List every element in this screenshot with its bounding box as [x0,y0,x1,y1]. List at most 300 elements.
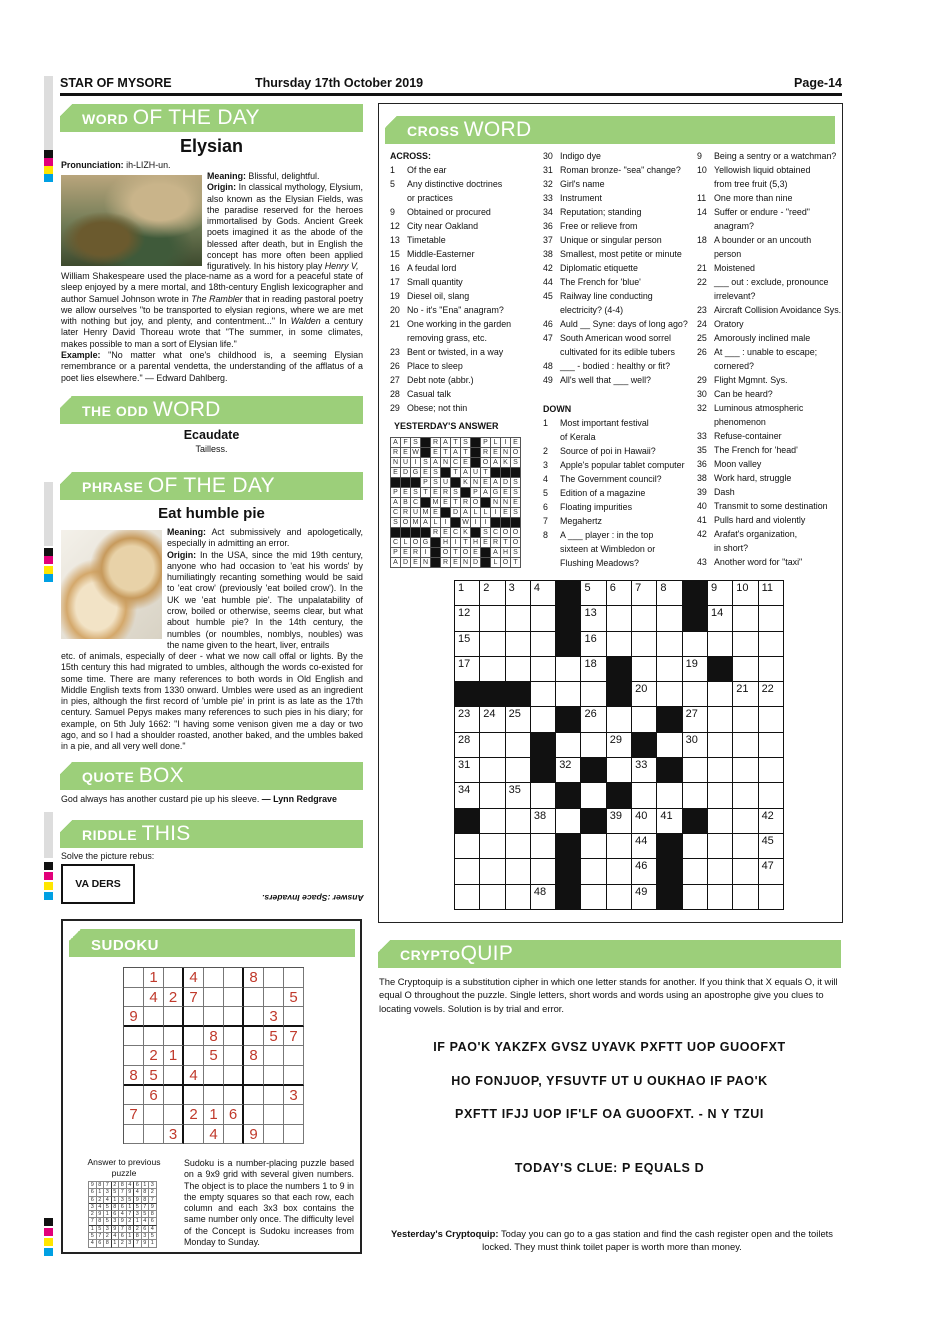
sudoku-cell[interactable] [284,968,304,988]
answer-cell: I [451,538,461,548]
crossword-cell[interactable] [480,859,505,884]
sudoku-cell[interactable] [224,968,244,988]
sudoku-cell[interactable] [264,1086,284,1106]
margin-strip [44,812,53,858]
odd-word: Ecaudate [183,428,240,442]
solution-cell: 3 [104,1189,112,1196]
answer-cell: P [391,488,401,498]
solution-cell: 8 [149,1211,157,1218]
crossword-cell[interactable] [506,606,531,631]
answer-cell: A [421,518,431,528]
crossword-cell[interactable] [556,657,581,682]
margin-strip [44,556,53,564]
crossword-cell[interactable]: 14 [708,606,733,631]
crossword-cell[interactable] [733,657,758,682]
crossword-cell[interactable]: 20 [632,682,657,707]
elysian-painting [61,175,202,266]
answer-cell: O [401,518,411,528]
solution-cell: 5 [104,1204,112,1211]
sudoku-cell[interactable] [204,1086,224,1106]
answer-cell: C [451,458,461,468]
answer-cell: R [401,508,411,518]
crossword-cell[interactable] [455,885,480,910]
crossword-cell[interactable]: 28 [455,733,480,758]
solution-cell: 4 [112,1233,120,1240]
sudoku-cell[interactable] [124,968,144,988]
answer-cell: T [511,558,521,568]
crossword-cell[interactable] [556,733,581,758]
crossword-cell[interactable] [759,632,784,657]
answer-cell: A [491,548,501,558]
crossword-cell[interactable]: 17 [455,657,480,682]
sudoku-cell[interactable] [244,1066,264,1086]
sudoku-cell: 9 [244,1125,264,1145]
sudoku-cell[interactable] [184,1027,204,1047]
crossword-cell[interactable]: 4 [531,581,556,606]
quote-banner: QUOTE BOX [60,762,363,790]
answer-cell: K [461,478,471,488]
crossword-cell[interactable] [683,682,708,707]
sudoku-cell[interactable] [124,1046,144,1066]
answer-cell: A [391,438,401,448]
crossword-cell[interactable] [506,859,531,884]
crossword-cell[interactable]: 24 [480,707,505,732]
sudoku-cell[interactable] [224,1046,244,1066]
crossword-cell[interactable] [759,758,784,783]
crossword-cell[interactable] [759,733,784,758]
answer-cell: N [471,478,481,488]
answer-cell: S [511,478,521,488]
across-title: ACROSS: [390,151,431,161]
crossword-cell[interactable] [455,859,480,884]
sudoku-cell[interactable] [144,1007,164,1027]
answer-cell: R [461,498,471,508]
crossword-cell[interactable] [506,809,531,834]
crossword-cell[interactable] [531,783,556,808]
sudoku-cell[interactable] [204,1007,224,1027]
answer-cell [461,488,471,498]
answer-cell: U [401,458,411,468]
solution-cell: 7 [89,1218,97,1225]
sudoku-cell[interactable] [164,1066,184,1086]
answer-cell: E [421,468,431,478]
crossword-cell[interactable] [480,783,505,808]
sudoku-cell[interactable] [264,1105,284,1125]
crossword-cell[interactable] [708,632,733,657]
answer-cell [401,478,411,488]
margin-strip [44,882,53,890]
sudoku-cell: 2 [184,1105,204,1125]
crossword-cell[interactable] [607,632,632,657]
crossword-cell[interactable]: 27 [683,707,708,732]
crossword-cell[interactable]: 48 [531,885,556,910]
todays-clue: TODAY'S CLUE: P EQUALS D [514,1161,705,1175]
crossword-cell[interactable] [556,809,581,834]
crossword-cell[interactable] [480,758,505,783]
crossword-cell[interactable] [708,682,733,707]
crossword-cell[interactable] [708,809,733,834]
answer-cell: C [411,498,421,508]
crossword-cell[interactable]: 9 [708,581,733,606]
answer-cell: O [511,538,521,548]
crossword-cell[interactable]: 30 [683,733,708,758]
crossword-cell[interactable]: 3 [506,581,531,606]
crossword-cell[interactable] [607,834,632,859]
crossword-cell[interactable] [581,733,606,758]
answer-cell: P [391,548,401,558]
crossword-cell[interactable] [607,859,632,884]
sudoku-cell: 3 [284,1086,304,1106]
answer-cell: E [391,468,401,478]
crossword-cell[interactable] [733,606,758,631]
sudoku-cell[interactable] [264,1125,284,1145]
solution-cell: 6 [149,1218,157,1225]
answer-cell: L [401,538,411,548]
crossword-cell[interactable] [581,885,606,910]
answer-cell [391,478,401,488]
sudoku-cell[interactable] [124,988,144,1008]
crossword-cell[interactable] [708,758,733,783]
crossword-cell[interactable] [708,783,733,808]
crossword-cell[interactable] [581,834,606,859]
crossword-cell[interactable] [683,783,708,808]
answer-cell: E [461,458,471,468]
solution-cell: 9 [112,1226,120,1233]
crossword-cell[interactable] [632,657,657,682]
crossword-cell[interactable]: 33 [632,758,657,783]
crossword-cell[interactable]: 49 [632,885,657,910]
crossword-cell[interactable] [531,859,556,884]
sudoku-cell[interactable] [224,1007,244,1027]
crossword-cell[interactable] [657,632,682,657]
answer-cell: T [461,538,471,548]
solution-cell: 2 [104,1233,112,1240]
sudoku-cell[interactable] [284,1007,304,1027]
crossword-cell[interactable] [607,758,632,783]
sudoku-cell: 5 [284,988,304,1008]
crossword-cell[interactable] [759,783,784,808]
crossword-cell[interactable] [733,632,758,657]
crossword-cell[interactable] [480,885,505,910]
crossword-cell[interactable] [657,733,682,758]
crossword-cell[interactable]: 10 [733,581,758,606]
crossword-cell[interactable]: 11 [759,581,784,606]
sudoku-cell[interactable] [244,1027,264,1047]
answer-cell [481,498,491,508]
sudoku-banner: SUDOKU [69,929,355,957]
crossword-cell[interactable]: 5 [581,581,606,606]
crossword-cell[interactable]: 34 [455,783,480,808]
page-header [60,76,842,92]
crossword-cell[interactable]: 46 [632,859,657,884]
crossword-cell[interactable]: 22 [759,682,784,707]
crossword-cell[interactable]: 18 [581,657,606,682]
crossword-cell[interactable] [581,859,606,884]
sudoku-cell[interactable] [164,1007,184,1027]
answer-cell: T [501,538,511,548]
sudoku-cell[interactable] [264,968,284,988]
sudoku-cell[interactable] [204,1066,224,1086]
crossword-cell[interactable] [506,885,531,910]
crossword-cell[interactable] [708,707,733,732]
answer-cell: E [411,558,421,568]
crossword-cell[interactable] [581,682,606,707]
crossword-cell[interactable] [506,758,531,783]
answer-cell: A [481,488,491,498]
crossword-cell[interactable]: 8 [657,581,682,606]
crossword-cell[interactable]: 15 [455,632,480,657]
margin-strip [44,1228,53,1236]
sudoku-cell[interactable] [244,1105,264,1125]
sudoku-cell[interactable] [284,1125,304,1145]
answer-cell [451,518,461,528]
sudoku-cell[interactable] [264,988,284,1008]
crossword-cell[interactable] [657,783,682,808]
crossword-cell[interactable]: 44 [632,834,657,859]
crossword-cell[interactable] [455,834,480,859]
sudoku-cell[interactable] [264,1046,284,1066]
solution-cell: 6 [119,1204,127,1211]
answer-cell [511,518,521,528]
sudoku-cell[interactable] [224,988,244,1008]
crossword-cell[interactable] [759,657,784,682]
sudoku-cell[interactable] [144,1105,164,1125]
yesterday-answer-title: YESTERDAY'S ANSWER [394,421,499,431]
crossword-cell[interactable]: 2 [480,581,505,606]
sudoku-cell[interactable] [144,1125,164,1145]
crossword-cell[interactable] [733,783,758,808]
crossword-cell[interactable]: 45 [759,834,784,859]
crossword-cell[interactable]: 26 [581,707,606,732]
sudoku-cell[interactable] [204,988,224,1008]
crossword-cell[interactable] [733,809,758,834]
answer-cell [401,528,411,538]
crossword-cell[interactable] [759,707,784,732]
sudoku-cell[interactable] [184,1007,204,1027]
crossword-cell[interactable] [759,606,784,631]
answer-cell: B [401,498,411,508]
solution-cell: 8 [97,1218,105,1225]
margin-strip [44,892,53,900]
solution-cell: 3 [134,1211,142,1218]
crossword-cell [556,606,581,631]
crossword-cell[interactable] [480,657,505,682]
sudoku-cell[interactable] [244,1086,264,1106]
sudoku-cell[interactable] [164,1027,184,1047]
answer-cell [471,448,481,458]
sudoku-cell[interactable] [164,1105,184,1125]
crossword-cell[interactable]: 38 [531,809,556,834]
crossword-cell[interactable] [531,606,556,631]
sudoku-grid[interactable] [123,967,304,1144]
sudoku-cell[interactable] [204,968,224,988]
answer-cell: S [451,488,461,498]
crossword-cell[interactable] [759,885,784,910]
crossword-cell [683,581,708,606]
answer-cell: O [441,548,451,558]
answer-cell: R [411,548,421,558]
crossword-cell[interactable] [607,707,632,732]
crossword-cell[interactable] [506,632,531,657]
crossword-cell[interactable] [531,834,556,859]
sudoku-cell[interactable] [124,1027,144,1047]
answer-cell: N [501,498,511,508]
crossword-cell[interactable] [708,834,733,859]
solution-cell: 1 [127,1204,135,1211]
sudoku-cell[interactable] [284,1105,304,1125]
answer-cell: L [491,558,501,568]
crossword-cell[interactable] [733,834,758,859]
crossword-cell[interactable] [708,885,733,910]
crossword-cell[interactable] [480,606,505,631]
sudoku-cell[interactable] [184,1086,204,1106]
word-origin: William Shakespeare used the place-name as a word for a peaceful state of sleep enjoyed by a mere mortal, and 18th-century English lexicographer and author Samuel Johnson wrote in The Rambler that in reading pastoral poetry we allow ourselves "to be transported to elysian regions, where we are met with nothing but joy, and plenty, and contentment..." In Walden a century later Henry David Thoreau wrote that "The summer, in some climates, makes possible to man a sort of Elysian life." Example: "No matter what one's childhood is, a seeming Elysian remembrance or a parental vendetta, the understanding of the afflatus of a poet lies elsewhere." — Edward Dahlberg. [61,271,364,383]
answer-cell: S [511,488,521,498]
answer-cell: R [441,558,451,568]
crossword-cell[interactable]: 41 [657,809,682,834]
crossword-cell[interactable]: 29 [607,733,632,758]
crossword-cell[interactable] [683,859,708,884]
crossword-cell [556,581,581,606]
crossword-cell[interactable] [683,758,708,783]
quote-text: God always has another custard pie up his sleeve. — Lynn Redgrave [61,794,337,804]
solution-cell: 9 [127,1189,135,1196]
sudoku-cell[interactable] [224,1027,244,1047]
answer-cell: O [511,448,521,458]
crossword-cell[interactable]: 1 [455,581,480,606]
crossword-cell[interactable] [733,885,758,910]
answer-cell: T [451,498,461,508]
sudoku-cell[interactable] [184,1046,204,1066]
sudoku-cell: 5 [264,1027,284,1047]
crossword-cell[interactable] [506,733,531,758]
crossword-cell[interactable] [607,606,632,631]
crossword-cell[interactable]: 7 [632,581,657,606]
crossword-cell[interactable] [607,885,632,910]
crossword-cell[interactable]: 39 [607,809,632,834]
crossword-cell [556,859,581,884]
sudoku-cell: 5 [204,1046,224,1066]
crossword-cell[interactable]: 13 [581,606,606,631]
sudoku-cell[interactable] [284,1066,304,1086]
answer-cell: H [501,548,511,558]
riddle-prompt: Solve the picture rebus: [61,851,155,861]
crossword-cell[interactable] [733,758,758,783]
sudoku-cell[interactable] [244,1007,264,1027]
sudoku-cell[interactable] [124,1125,144,1145]
sudoku-cell: 8 [244,1046,264,1066]
previous-sudoku-solution [88,1181,157,1248]
answer-cell: S [511,548,521,558]
sudoku-cell[interactable] [264,1066,284,1086]
crossword-cell[interactable] [632,632,657,657]
crossword-cell[interactable] [632,606,657,631]
cryptoquip-banner: CRYPTOQUIP [378,940,841,968]
sudoku-cell: 7 [284,1027,304,1047]
crossword-cell[interactable]: 42 [759,809,784,834]
header-rule [60,93,842,96]
sudoku-cell[interactable] [244,988,264,1008]
crossword-cell[interactable] [581,783,606,808]
crossword-cell[interactable]: 35 [506,783,531,808]
sudoku-cell[interactable] [224,1086,244,1106]
answer-cell: E [441,528,451,538]
crossword-cell[interactable] [632,707,657,732]
sudoku-cell[interactable] [144,1027,164,1047]
crossword-cell[interactable] [657,606,682,631]
answer-cell [431,558,441,568]
crossword-cell[interactable] [733,733,758,758]
sudoku-cell: 4 [204,1125,224,1145]
sudoku-cell[interactable] [224,1066,244,1086]
crossword-cell[interactable] [632,783,657,808]
crossword-cell[interactable] [733,707,758,732]
crossword-cell[interactable] [683,834,708,859]
answer-cell: C [491,528,501,538]
crossword-cell[interactable] [531,682,556,707]
crossword-cell[interactable] [506,657,531,682]
crossword-cell[interactable]: 40 [632,809,657,834]
crossword-cell[interactable] [708,859,733,884]
crossword-cell[interactable]: 6 [607,581,632,606]
crossword-cell[interactable] [708,733,733,758]
crossword-cell[interactable] [531,632,556,657]
crossword-cell[interactable] [683,885,708,910]
crossword-cell[interactable] [480,632,505,657]
crossword-cell[interactable] [733,859,758,884]
crossword-cell[interactable] [657,682,682,707]
crossword-cell[interactable]: 31 [455,758,480,783]
crossword-cell[interactable] [683,632,708,657]
crossword-cell[interactable] [531,707,556,732]
solution-cell: 4 [89,1240,97,1247]
solution-cell: 3 [119,1197,127,1204]
phrase-origin: etc. of animals, especially of deer - what we now call offal or lights. By the 15th century this had migrated to umbles, although the words co-existed for some time. There are many references to both words in Old English and Middle English texts from 1330 onward. Umbles were used as an ingredient in pies, although the first record of 'umble pie' in print is as late as the 17th century. Samuel Pepys makes many references to such pies in his diary; for example, on 5th July 1662: "I having some venison given me a day or two ago, and so I had a shoulder roasted, another baked, and the umbles baked in a pie, and all very well done." [61,651,363,752]
crossword-cell[interactable]: 32 [556,758,581,783]
solution-cell: 2 [127,1218,135,1225]
crossword-cell[interactable] [480,809,505,834]
crossword-cell[interactable]: 21 [733,682,758,707]
crossword-grid[interactable] [454,580,784,910]
sudoku-cell[interactable] [124,1086,144,1106]
crossword-cell[interactable]: 19 [683,657,708,682]
solution-cell: 1 [149,1240,157,1247]
answer-cell [421,498,431,508]
sudoku-cell[interactable] [224,1125,244,1145]
previous-answer-label: Answer to previous puzzle [87,1157,161,1178]
crossword-cell[interactable] [556,682,581,707]
sudoku-cell[interactable] [164,968,184,988]
sudoku-cell: 8 [244,968,264,988]
crossword-cell[interactable]: 47 [759,859,784,884]
crossword-cell[interactable] [657,657,682,682]
crossword-cell[interactable]: 12 [455,606,480,631]
crossword-cell[interactable]: 23 [455,707,480,732]
crossword-cell[interactable]: 16 [581,632,606,657]
sudoku-cell[interactable] [284,1046,304,1066]
answer-cell: I [421,548,431,558]
solution-cell: 9 [89,1182,97,1189]
crossword-cell[interactable] [480,733,505,758]
crossword-cell[interactable] [506,834,531,859]
crossword-cell[interactable] [531,657,556,682]
crossword-cell [581,809,606,834]
sudoku-cell[interactable] [164,1086,184,1106]
crossword-cell[interactable] [480,834,505,859]
answer-cell: K [501,458,511,468]
sudoku-cell[interactable] [184,1125,204,1145]
crossword-cell[interactable]: 25 [506,707,531,732]
